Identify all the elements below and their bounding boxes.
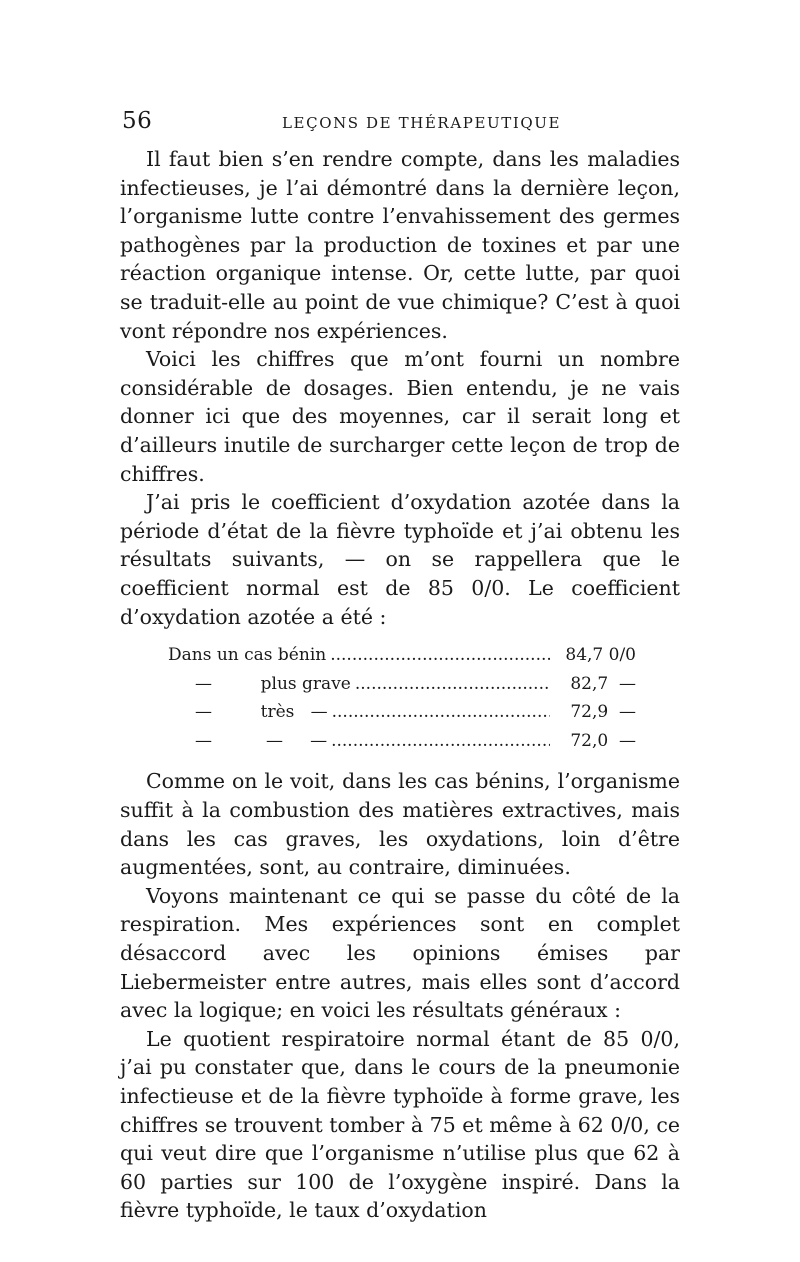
body-text [120, 145, 680, 1225]
paragraph-coefficient: J’ai pris le coefficient d’oxydation azotée dans la période d’état de la fièvre typhoïde et j’ai obtenu les résultats suivants, — on se rappellera que le coefficient normal est de 85 0/0. Le coefficient d’oxydation azotée a été : [120, 490, 680, 629]
page-number: 56 [122, 108, 153, 134]
leader-dots [330, 641, 550, 670]
paragraph-conclusion: Comme on le voit, dans les cas bénins, l’organisme suffit à la combustion des matières extractives, mais dans les cas graves, les oxydations, loin d’être augmentées, sont, au contraire, diminuées. [120, 769, 680, 880]
running-head: LEÇONS DE THÉRAPEUTIQUE [282, 114, 562, 132]
table-value: 72,0 — [570, 730, 636, 751]
table-row [120, 727, 680, 756]
table-value: 82,7 — [570, 673, 636, 694]
table-value: 72,9 — [570, 702, 636, 723]
leader-dots [331, 727, 550, 756]
paragraph-respiration: Voyons maintenant ce qui se passe du côté de la respiration. Mes expériences sont en complet désaccord avec les opinions émises par Liebermeister entre autres, mais elles sont d’accord avec la logique; en voici les résultats généraux : [120, 883, 680, 1023]
oxidation-table [120, 641, 680, 755]
paragraph-quotient: Le quotient respiratoire normal étant de 85 0/0, j’ai pu constater que, dans le cours de la pneumonie infectieuse et de la fièvre typhoïde à forme grave, les chiffres se trouvent tomber à 75 et même à 62 0/0, ce qui veut dire que l’organisme n’utilise plus que 62 à 60 parties sur 100 de l’oxygène inspiré. Dans la fièvre typhoïde, le taux d’oxydation [120, 1026, 680, 1223]
table-case: — plus grave [168, 673, 351, 694]
table-row [120, 670, 680, 699]
table-row [120, 641, 680, 670]
table-case: Dans un cas bénin [168, 645, 327, 666]
table-value: 84,7 0/0 [565, 645, 636, 666]
table-row [120, 698, 680, 727]
leader-dots [355, 670, 550, 699]
paragraph-infections: Il faut bien s’en rendre compte, dans les maladies infectieuses, je l’ai démontré dans la dernière leçon, l’organisme lutte contre l’envahissement des germes pathogènes par la production de toxines et par une réaction organique intense. Or, cette lutte, par quoi se traduit-elle au point de vue chimique? C’est à quoi vont répondre nos expériences. [120, 147, 680, 343]
leader-dots [332, 698, 550, 727]
table-case: — très — [168, 702, 328, 723]
table-case: — — — [168, 730, 328, 751]
paragraph-figures: Voici les chiffres que m’ont fourni un nombre considérable de dosages. Bien entendu, je ne vais donner ici que des moyennes, car il serait long et d’ailleurs inutile de surcharger cette leçon de trop de chiffres. [120, 347, 680, 486]
